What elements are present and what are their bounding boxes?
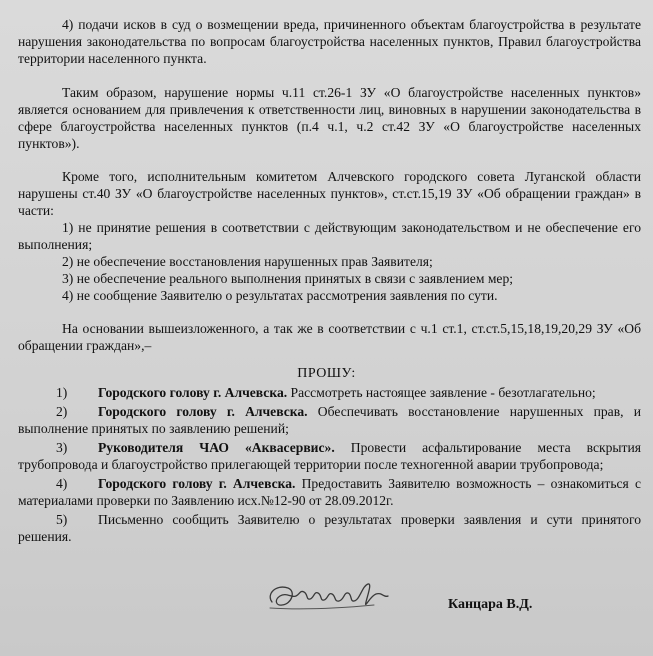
- request-item: [18, 403, 641, 437]
- list-item: 3) не обеспечение реального выполнения принятых в связи с заявлением мер;: [62, 271, 514, 286]
- request-item: [18, 511, 641, 545]
- request-number: 1): [56, 385, 68, 400]
- request-text: Предоставить Заявителю возможность – ознакомиться с материалами проверки по Заявлению исх.№12-90 от 28.09.2012г.: [18, 476, 641, 508]
- paragraph-executive-committee: [18, 168, 641, 304]
- request-item: [18, 439, 641, 473]
- request-text: Письменно сообщить Заявителю о результатах проверки заявления и сути принятого решения.: [18, 512, 641, 544]
- list-item: 4) не сообщение Заявителю о результатах рассмотрения заявления по сути.: [62, 288, 498, 303]
- request-number: 5): [56, 512, 68, 527]
- list-item: 2) не обеспечение восстановления нарушенных прав Заявителя;: [62, 254, 433, 269]
- request-number: 4): [56, 476, 68, 491]
- request-title: ПРОШУ:: [297, 366, 356, 381]
- request-addressee: Городского голову г. Алчевска.: [98, 385, 288, 400]
- paragraph-text: Таким образом, нарушение нормы ч.11 ст.26-1 ЗУ «О благоустройстве населенных пунктов» является основанием для привлечения к ответственности лиц, виновных в нарушении законодательства в сфере благоустройства населенных пунктов (п.4 ч.1, ч.2 ст.42 ЗУ «О благоустройстве населенных пунктов»).: [18, 85, 641, 151]
- request-addressee: Городского голову г. Алчевска.: [98, 404, 308, 419]
- paragraph-text: Кроме того, исполнительным комитетом Алчевского городского совета Луганской области нарушены ст.40 ЗУ «О благоустройстве населенных пунктов», ст.ст.15,19 ЗУ «Об обращении граждан» в части:: [18, 169, 641, 218]
- paragraph-basis: [18, 320, 641, 354]
- request-text: Провести асфальтирование места вскрытия трубопровода и благоустройство прилегающей территории после техногенной аварии трубопровода;: [18, 440, 641, 472]
- paragraph-claims: [18, 16, 641, 67]
- handwritten-signature: [262, 572, 402, 622]
- paragraph-text: 4) подачи исков в суд о возмещении вреда, причиненного объектам благоустройства в результате нарушения законодательства по вопросам благоустройства населенных пунктов, Правил благоустройства территории населенного пункта.: [18, 17, 641, 66]
- request-text: Обеспечивать восстановление нарушенных прав, и выполнение принятых по заявлению решений;: [18, 404, 642, 436]
- request-number: 3): [56, 440, 68, 455]
- request-list: [18, 384, 641, 545]
- request-number: 2): [56, 404, 68, 419]
- request-text: Рассмотреть настоящее заявление - безотлагательно;: [287, 385, 596, 400]
- request-addressee: Городского голову г. Алчевска.: [98, 476, 296, 491]
- list-item: 1) не принятие решения в соответствии с действующим законодательством и не обеспечение его выполнения;: [18, 220, 641, 252]
- request-addressee: Руководителя ЧАО «Аквасервис».: [98, 440, 335, 455]
- request-item: [18, 475, 641, 509]
- paragraph-violation: [18, 84, 641, 152]
- request-item: [18, 384, 641, 401]
- paragraph-text: На основании вышеизложенного, а так же в соответствии с ч.1 ст.1, ст.ст.5,15,18,19,20,29 ЗУ «Об обращении граждан»,–: [18, 321, 641, 353]
- signer-name: Канцара В.Д.: [448, 597, 533, 612]
